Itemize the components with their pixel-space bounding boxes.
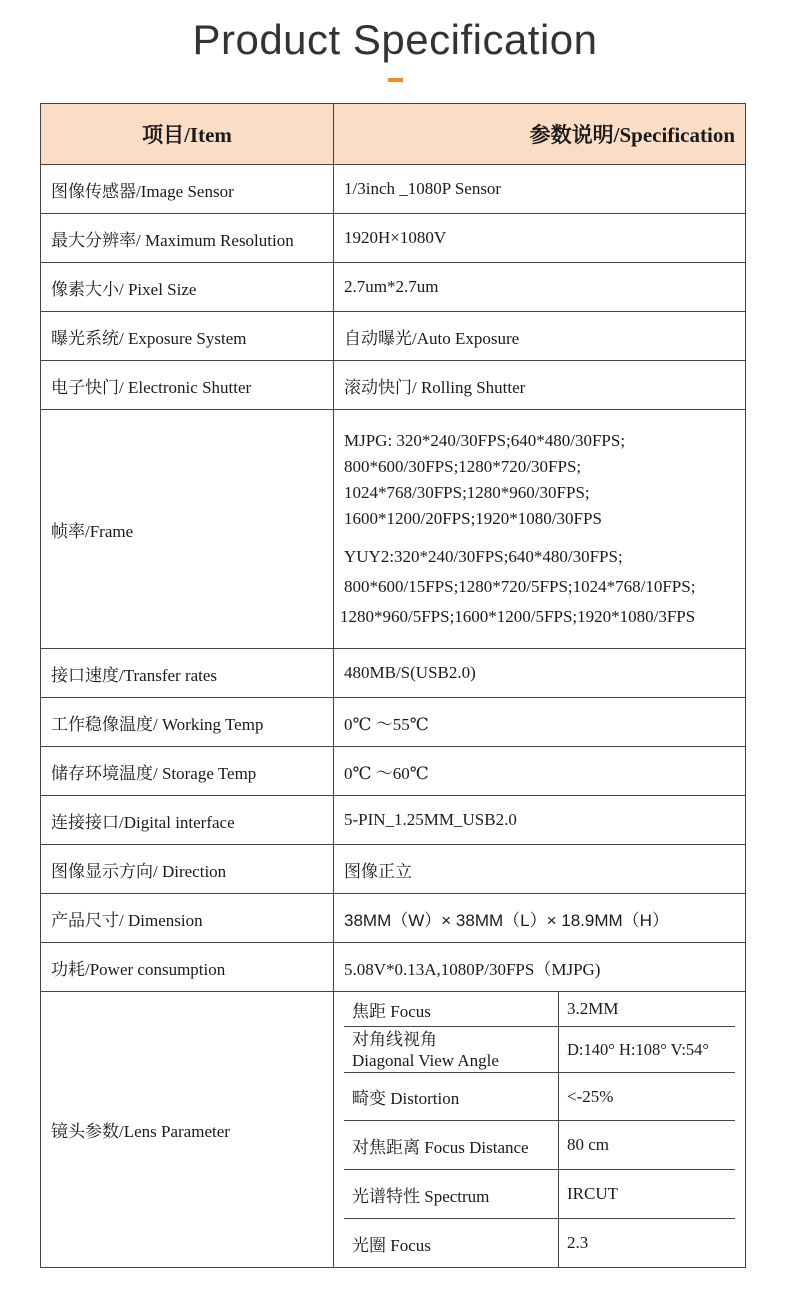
row-label: 图像显示方向/ Direction (41, 845, 334, 894)
header-item: 项目/Item (41, 104, 334, 165)
table-row (41, 943, 746, 992)
lens-key: 畸变 Distortion (344, 1073, 559, 1121)
title-accent-bar (388, 78, 403, 82)
frame-value (334, 410, 746, 649)
row-label: 最大分辨率/ Maximum Resolution (41, 214, 334, 263)
table-row (41, 796, 746, 845)
lens-label: 镜头参数/Lens Parameter (41, 992, 334, 1268)
table-row (41, 747, 746, 796)
row-value: 图像正立 (334, 845, 746, 894)
row-label: 储存环境温度/ Storage Temp (41, 747, 334, 796)
lens-item (344, 1121, 735, 1170)
header-row (41, 104, 746, 165)
lens-value: 80 cm (559, 1121, 736, 1170)
row-label: 连接接口/Digital interface (41, 796, 334, 845)
row-value: 0℃ ～55℃ (334, 698, 746, 747)
lens-item (344, 1073, 735, 1121)
row-value: 1920H×1080V (334, 214, 746, 263)
row-label: 像素大小/ Pixel Size (41, 263, 334, 312)
frame-line: 1024*768/30FPS;1280*960/30FPS; (344, 483, 590, 502)
table-row (41, 263, 746, 312)
row-label: 工作稳像温度/ Working Temp (41, 698, 334, 747)
row-value: 480MB/S(USB2.0) (334, 649, 746, 698)
lens-key (344, 1027, 559, 1073)
table-row (41, 214, 746, 263)
row-value: 38MM（W）× 38MM（L）× 18.9MM（H） (334, 894, 746, 943)
lens-item (344, 992, 735, 1027)
frame-line: YUY2:320*240/30FPS;640*480/30FPS; (344, 547, 623, 566)
lens-key: 焦距 Focus (344, 992, 559, 1027)
row-label: 产品尺寸/ Dimension (41, 894, 334, 943)
lens-value: <-25% (559, 1073, 736, 1121)
row-value: 5-PIN_1.25MM_USB2.0 (334, 796, 746, 845)
frame-line: MJPG: 320*240/30FPS;640*480/30FPS; (344, 431, 626, 450)
frame-label: 帧率/Frame (41, 410, 334, 649)
row-value: 1/3inch _1080P Sensor (334, 165, 746, 214)
lens-key: 光圈 Focus (344, 1219, 559, 1268)
lens-item (344, 1027, 735, 1073)
lens-params (334, 992, 746, 1268)
spec-table (40, 103, 746, 1268)
table-row (41, 361, 746, 410)
lens-key-cn: 对角线视角 (352, 1029, 437, 1049)
lens-key-en: Diagonal View Angle (352, 1050, 499, 1070)
row-label: 曝光系统/ Exposure System (41, 312, 334, 361)
frame-line: 1600*1200/20FPS;1920*1080/30FPS (344, 509, 602, 528)
row-value: 滚动快门/ Rolling Shutter (334, 361, 746, 410)
lens-table (344, 992, 735, 1267)
frame-line: 800*600/30FPS;1280*720/30FPS; (344, 457, 582, 476)
table-row (41, 649, 746, 698)
lens-value: D:140° H:108° V:54° (559, 1027, 736, 1073)
frame-line: 800*600/15FPS;1280*720/5FPS;1024*768/10FPS; (344, 577, 696, 596)
lens-key: 光谱特性 Spectrum (344, 1170, 559, 1219)
row-value: 5.08V*0.13A,1080P/30FPS（MJPG) (334, 943, 746, 992)
table-row (41, 845, 746, 894)
page-title: Product Specification (192, 16, 598, 63)
lens-row (41, 992, 746, 1268)
lens-item (344, 1170, 735, 1219)
table-row (41, 312, 746, 361)
row-label: 接口速度/Transfer rates (41, 649, 334, 698)
row-value: 0℃ ～60℃ (334, 747, 746, 796)
lens-value: 3.2MM (559, 992, 736, 1027)
frame-row (41, 410, 746, 649)
table-row (41, 894, 746, 943)
lens-value: 2.3 (567, 1233, 589, 1252)
row-label: 图像传感器/Image Sensor (41, 165, 334, 214)
row-value: 自动曝光/Auto Exposure (334, 312, 746, 361)
lens-value: IRCUT (559, 1170, 736, 1219)
row-label: 功耗/Power consumption (41, 943, 334, 992)
row-label: 电子快门/ Electronic Shutter (41, 361, 334, 410)
lens-item (344, 1219, 735, 1268)
row-value: 2.7um*2.7um (334, 263, 746, 312)
table-row (41, 698, 746, 747)
header-spec: 参数说明/Specification (334, 104, 746, 165)
lens-key: 对焦距离 Focus Distance (344, 1121, 559, 1170)
frame-line: 1280*960/5FPS;1600*1200/5FPS;1920*1080/3FPS (340, 607, 696, 626)
table-row (41, 165, 746, 214)
